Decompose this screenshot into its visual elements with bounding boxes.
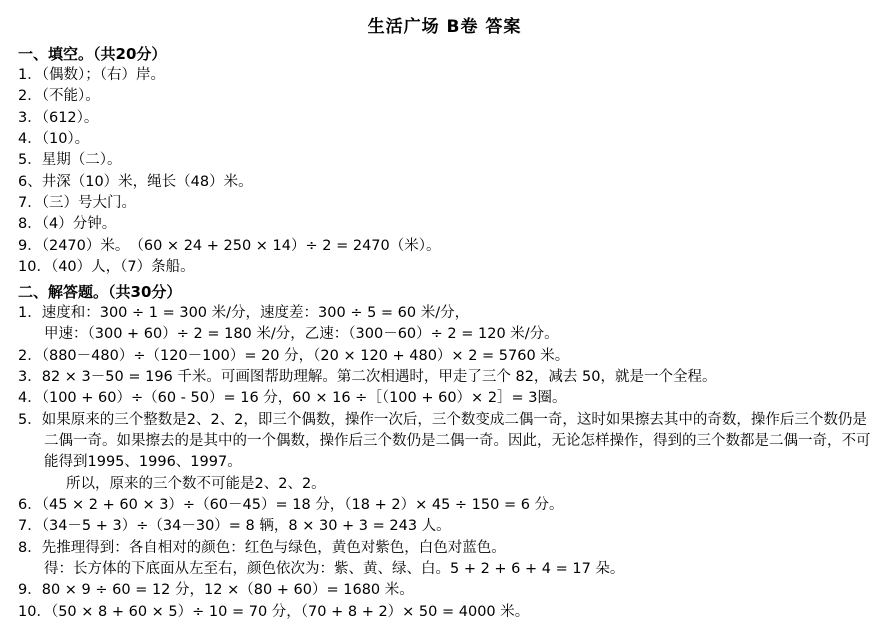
answer-line: 6、井深（10）米，绳长（48）米。 bbox=[18, 173, 253, 190]
document-page bbox=[0, 12, 889, 626]
answer-line: 4．（10）。 bbox=[18, 130, 90, 147]
section-heading: 一、填空。（共20分） bbox=[18, 45, 167, 63]
answer-line: 7．（34－5 + 3）÷（34－30）= 8 辆，8 × 30 + 3 = 243 人。 bbox=[18, 518, 451, 535]
answer-line: 10．（40）人，（7）条船。 bbox=[18, 258, 195, 275]
answer-line: 2．（880－480）÷（120－100）= 20 分，（20 × 120 + 480）× 2 = 5760 米。 bbox=[18, 347, 570, 364]
answer-line: 4．（100 + 60）÷（60 - 50）= 16 分，60 × 16 ÷［（100 + 60）× 2］= 3圈。 bbox=[18, 390, 567, 407]
answer-line: 9．80 × 9 ÷ 60 = 12 分，12 ×（80 + 60）= 1680 米。 bbox=[18, 582, 414, 599]
answer-line: 5．如果原来的三个整数是2、2、2，即三个偶数，操作一次后，三个数变成二偶一奇，这时如果擦去其中的奇数，操作后三个数仍是二偶一奇。如果擦去的是其中的一个偶数，操作后三个数仍是二偶一奇。因此，无论怎样操作，得到的三个数都是二偶一奇，不可能得到1995、1996、1997。 bbox=[18, 411, 871, 471]
answer-line: 2．（不能）。 bbox=[18, 88, 100, 105]
answer-line: 1．速度和：300 ÷ 1 = 300 米/分，速度差：300 ÷ 5 = 60 米/分， bbox=[18, 305, 470, 322]
answer-line: 5．星期（二）。 bbox=[18, 152, 122, 169]
answer-line: 9．（2470）米。 （60 × 24 + 250 × 14）÷ 2 = 2470（米）。 bbox=[18, 237, 441, 254]
page-title: 生活广场 B卷 答案 bbox=[367, 17, 522, 37]
section-fill-in-the-blank bbox=[0, 43, 889, 278]
answer-line: 所以，原来的三个数不可能是2、2、2。 bbox=[66, 475, 326, 492]
answer-line: 1．（偶数）；（右）岸。 bbox=[18, 67, 165, 83]
section-solution-problems bbox=[0, 281, 889, 623]
answer-line: 7．（三）号大门。 bbox=[18, 194, 136, 211]
answer-line: 3．82 × 3－50 = 196 千米。可画图帮助理解。第二次相遇时，甲走了三个 82，减去 50，就是一个全程。 bbox=[18, 369, 717, 386]
answer-line: 8．（4）分钟。 bbox=[18, 216, 117, 233]
answer-line: 3．（612）。 bbox=[18, 109, 99, 126]
answer-line: 6．（45 × 2 + 60 × 3）÷（60－45）= 18 分，（18 + 2）× 45 ÷ 150 = 6 分。 bbox=[18, 496, 564, 513]
answer-line: 8．先推理得到：各自相对的颜色：红色与绿色，黄色对紫色，白色对蓝色。 bbox=[18, 539, 506, 556]
answer-line: 10．（50 × 8 + 60 × 5）÷ 10 = 70 分，（70 + 8 + 2）× 50 = 4000 米。 bbox=[18, 603, 530, 620]
section-heading: 二、解答题。（共30分） bbox=[18, 283, 182, 302]
answer-line: 得：长方体的下底面从左至右，颜色依次为：紫、黄、绿、白。5 + 2 + 6 + 4 = 17 朵。 bbox=[44, 560, 625, 577]
answer-line: 甲速：（300 + 60）÷ 2 = 180 米/分，乙速：（300－60）÷ 2 = 120 米/分。 bbox=[44, 326, 559, 343]
